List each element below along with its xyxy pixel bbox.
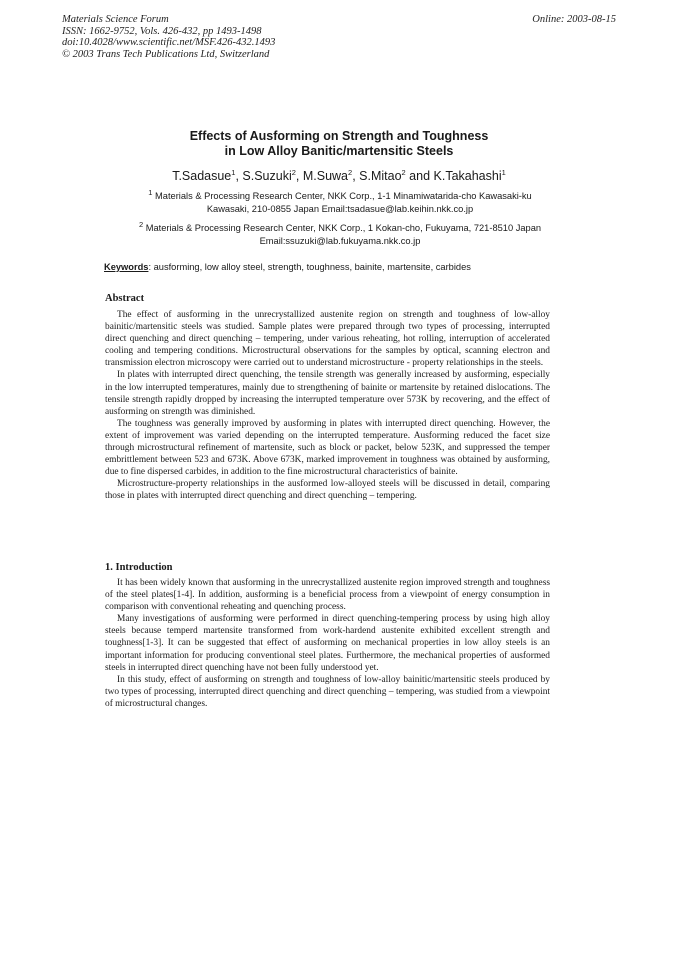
keywords: Keywords: ausforming, low alloy steel, strength, toughness, bainite, martensite, carbides [104,262,471,272]
journal-issn: ISSN: 1662-9752, Vols. 426-432, pp 1493-1498 [62,25,262,37]
author: T.Sadasue [172,169,232,183]
author-affiliation-marker: 2 [401,167,406,177]
introduction-paragraph: In this study, effect of ausforming on strength and toughness of low-alloy bainitic/martensitic steels produced by two types of processing, interrupted direct quenching and direct quenching – tempering, was studied from a viewpoint of microstructural changes. [105,674,550,709]
abstract-paragraph: Microstructure-property relationships in the ausformed low-alloyed steels will be discussed in detail, comparing those in plates with interrupted direct quenching and direct quenching – tempering. [105,479,550,502]
affiliation-1 [100,187,580,215]
author: M.Suwa [302,169,349,183]
affiliation-address: Materials & Processing Research Center, NKK Corp., 1-1 Minamiwatarida-cho Kawasaki-ku [155,191,532,201]
affiliation-contact: Kawasaki, 210-0855 Japan Email:tsadasue@lab.keihin.nkk.co.jp [206,203,474,214]
author-separator: , [352,169,360,183]
author-list [0,169,678,183]
introduction-heading: 1. Introduction [105,562,173,573]
affiliation-2 [100,219,580,247]
paper-title [0,129,678,159]
author-separator: , [295,169,303,183]
abstract-body [105,309,550,503]
abstract-paragraph: The toughness was generally improved by ausforming in plates with interrupted direct quenching. However, the extent of improvement was varied depending on the interrupted temperature. Ausforming reduced the facet size through microstructural refinement of martensite, such as block or packet, below 523K, and suppressed the temper embrittlement between 523 and 673K. Above 673K, marked improvement in toughness was obtained by ausforming, due to fine dispersed carbides, in addition to the fine microstructural characteristics of bainite. [105,418,550,478]
title-line-1: Effects of Ausforming on Strength and Toughness [189,129,489,143]
title-line-2: in Low Alloy Banitic/martensitic Steels [224,144,454,158]
author: K.Takahashi [433,169,502,183]
keywords-label: Keywords [104,262,149,272]
author: S.Suzuki [242,169,292,183]
author-affiliation-marker: 1 [231,167,236,177]
journal-copyright: © 2003 Trans Tech Publications Ltd, Switzerland [62,48,270,60]
affiliation-address: Materials & Processing Research Center, NKK Corp., 1 Kokan-cho, Fukuyama, 721-8510 Japan [145,223,542,233]
author-separator: , [235,169,243,183]
abstract-paragraph: The effect of ausforming in the unrecrystallized austenite region on strength and toughness of low-alloy bainitic/martensitic steels was studied. Sample plates were prepared through two types of processing, interrupted direct quenching and direct quenching – tempering, under various reheating, hot rolling, interruption of accelerated cooling and tempering conditions. Microstructural observations for the samples by optical, scanning electron and transmission electron microscopy were carried out to understand microstructure - property relationships in the steels. [105,310,550,369]
author-affiliation-marker: 1 [501,167,506,177]
introduction-body [105,577,550,710]
author-separator: and [405,169,434,183]
author-affiliation-marker: 2 [348,167,353,177]
journal-header [62,14,275,60]
introduction-paragraph: Many investigations of ausforming were performed in direct quenching-tempering process by using high alloy steels because temperd martensite transformed from work-hardend austenite exhibited excellent strength and toughness[1-3]. It can be suggested that effect of ausforming on mechanical properties in low alloy steels is an important information for producing conventional steel plates. Furthermore, the mechanical properties of ausformed steels in interrupted direct quenching have not been fully understood yet. [105,614,550,673]
journal-doi: doi:10.4028/www.scientific.net/MSF.426-432.1493 [62,37,276,48]
keywords-text: ausforming, low alloy steel, strength, toughness, bainite, martensite, carbides [153,262,471,272]
abstract-heading: Abstract [105,293,145,304]
affiliation-marker: 1 [148,187,153,197]
author: S.Mitao [359,169,402,183]
online-date: Online: 2003-08-15 [532,14,616,25]
affiliation-contact: Email:ssuzuki@lab.fukuyama.nkk.co.jp [259,235,421,246]
affiliation-marker: 2 [138,219,144,229]
introduction-paragraph: It has been widely known that ausforming in the unrecrystallized austenite region improved strength and toughness of the steel plates[1-4]. In addition, ausforming is a beneficial process from a viewpoint of energy consumption in comparison with conventional reheating and quenching process. [105,578,550,613]
journal-name: Materials Science Forum [62,14,169,25]
abstract-paragraph: In plates with interrupted direct quenching, the tensile strength was generally increased by ausforming, especially in the low interrupted temperatures, mainly due to strengthening of bainite or martensite by retained dislocations. The tensile strength rapidly dropped by increasing the interrupted temperature over 573K by recovering, and the effect of ausforming on strength was diminished. [105,370,550,417]
author-affiliation-marker: 2 [291,167,296,177]
